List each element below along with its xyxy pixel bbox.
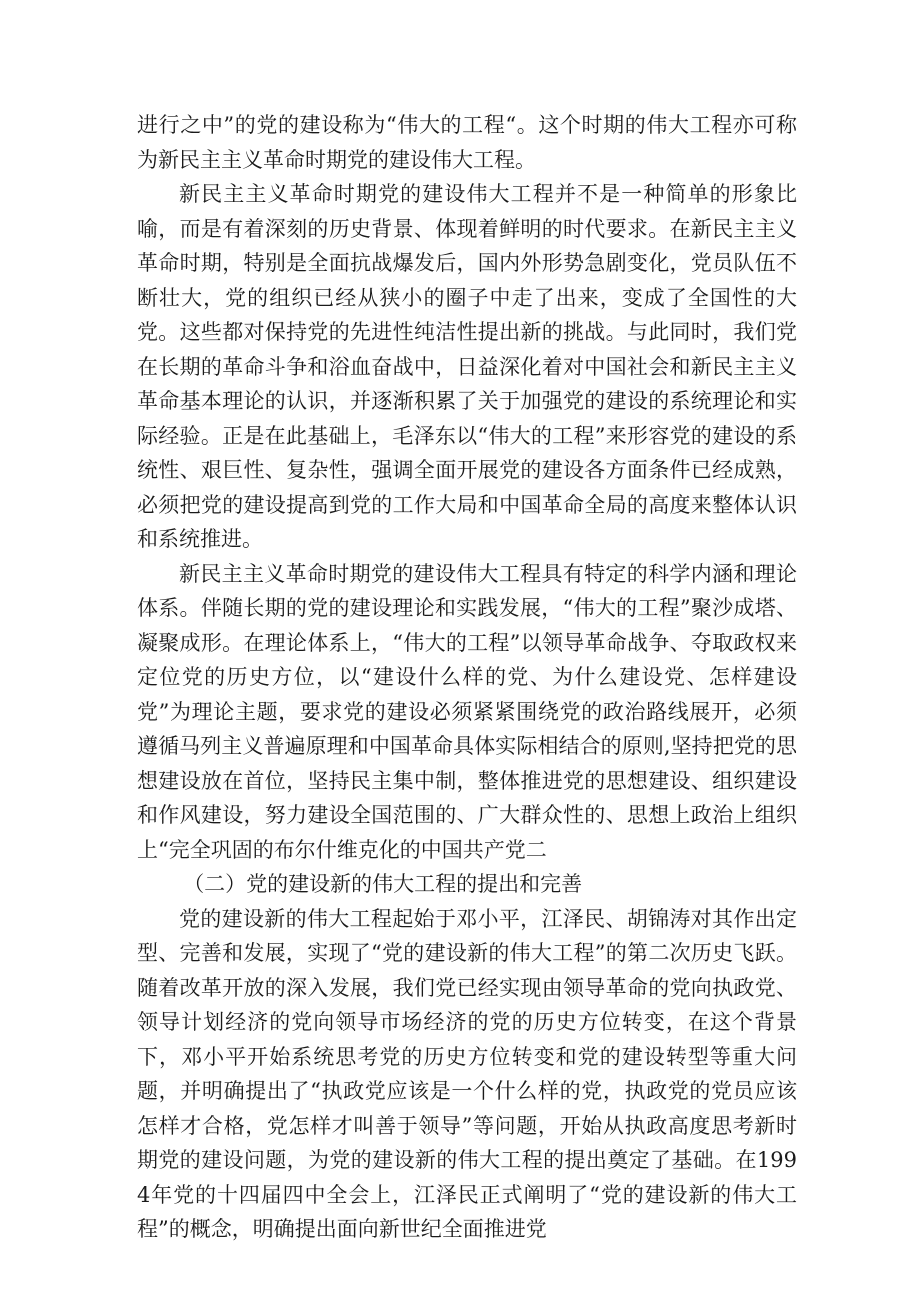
paragraph-historical-background: 新民主主义革命时期党的建设伟大工程并不是一种简单的形象比喻，而是有着深刻的历史背景、体现着鲜明的时代要求。在新民主主义革命时期，特别是全面抗战爆发后，国内外形势急剧变化，党员队伍不断壮大，党的组织已经从狭小的圈子中走了出来，变成了全国性的大党。这些都对保持党的先进性纯洁性提出新的挑战。与此同时，我们党在长期的革命斗争和浴血奋战中，日益深化着对中国社会和新民主主义革命基本理论的认识，并逐渐积累了关于加强党的建设的系统理论和实际经验。正是在此基础上，毛泽东以“伟大的工程”来形容党的建设的系统性、艰巨性、复杂性，强调全面开展党的建设各方面条件已经成熟，必须把党的建设提高到党的工作大局和中国革命全局的高度来整体认识和系统推进。 — [137, 182, 797, 551]
section-subheading: （二）党的建设新的伟大工程的提出和完善 — [183, 872, 583, 896]
paragraph-new-great-project: 党的建设新的伟大工程起始于邓小平，江泽民、胡锦涛对其作出定型、完善和发展，实现了“党的建设新的伟大工程”的第二次历史飞跃。随着改革开放的深入发展，我们党已经实现由领导革命的党向执政党、领导计划经济的党向领导市场经济的党的历史方位转变，在这个背景下，邓小平开始系统思考党的历史方位转变和党的建设转型等重大问题，并明确提出了“执政党应该是一个什么样的党，执政党的党员应该怎样才合格，党怎样才叫善于领导”等问题，开始从执政高度思考新时期党的建设问题，为党的建设新的伟大工程的提出奠定了基础。在1994年党的十四届四中全会上，江泽民正式阐明了“党的建设新的伟大工程”的概念，明确提出面向新世纪全面推进党 — [137, 906, 797, 1241]
paragraph-continuation: 进行之中”的党的建设称为“伟大的工程“。这个时期的伟大工程亦可称为新民主主义革命时期党的建设伟大工程。 — [137, 113, 797, 172]
paragraph-theoretical-system: 新民主主义革命时期党的建设伟大工程具有特定的科学内涵和理论体系。伴随长期的党的建设理论和实践发展，“伟大的工程”聚沙成塔、凝聚成形。在理论体系上，“伟大的工程”以领导革命战争、夺取政权来定位党的历史方位，以“建设什么样的党、为什么建设党、怎样建设党”为理论主题，要求党的建设必须紧紧围绕党的政治路线展开，必须遵循马列主义普遍原理和中国革命具体实际相结合的原则,坚持把党的思想建设放在首位，坚持民主集中制，整体推进党的思想建设、组织建设和作风建设，努力建设全国范围的、广大群众性的、思想上政治上组织上“完全巩固的布尔什维克化的中国共产党二 — [137, 561, 797, 862]
document-body — [137, 108, 797, 1247]
